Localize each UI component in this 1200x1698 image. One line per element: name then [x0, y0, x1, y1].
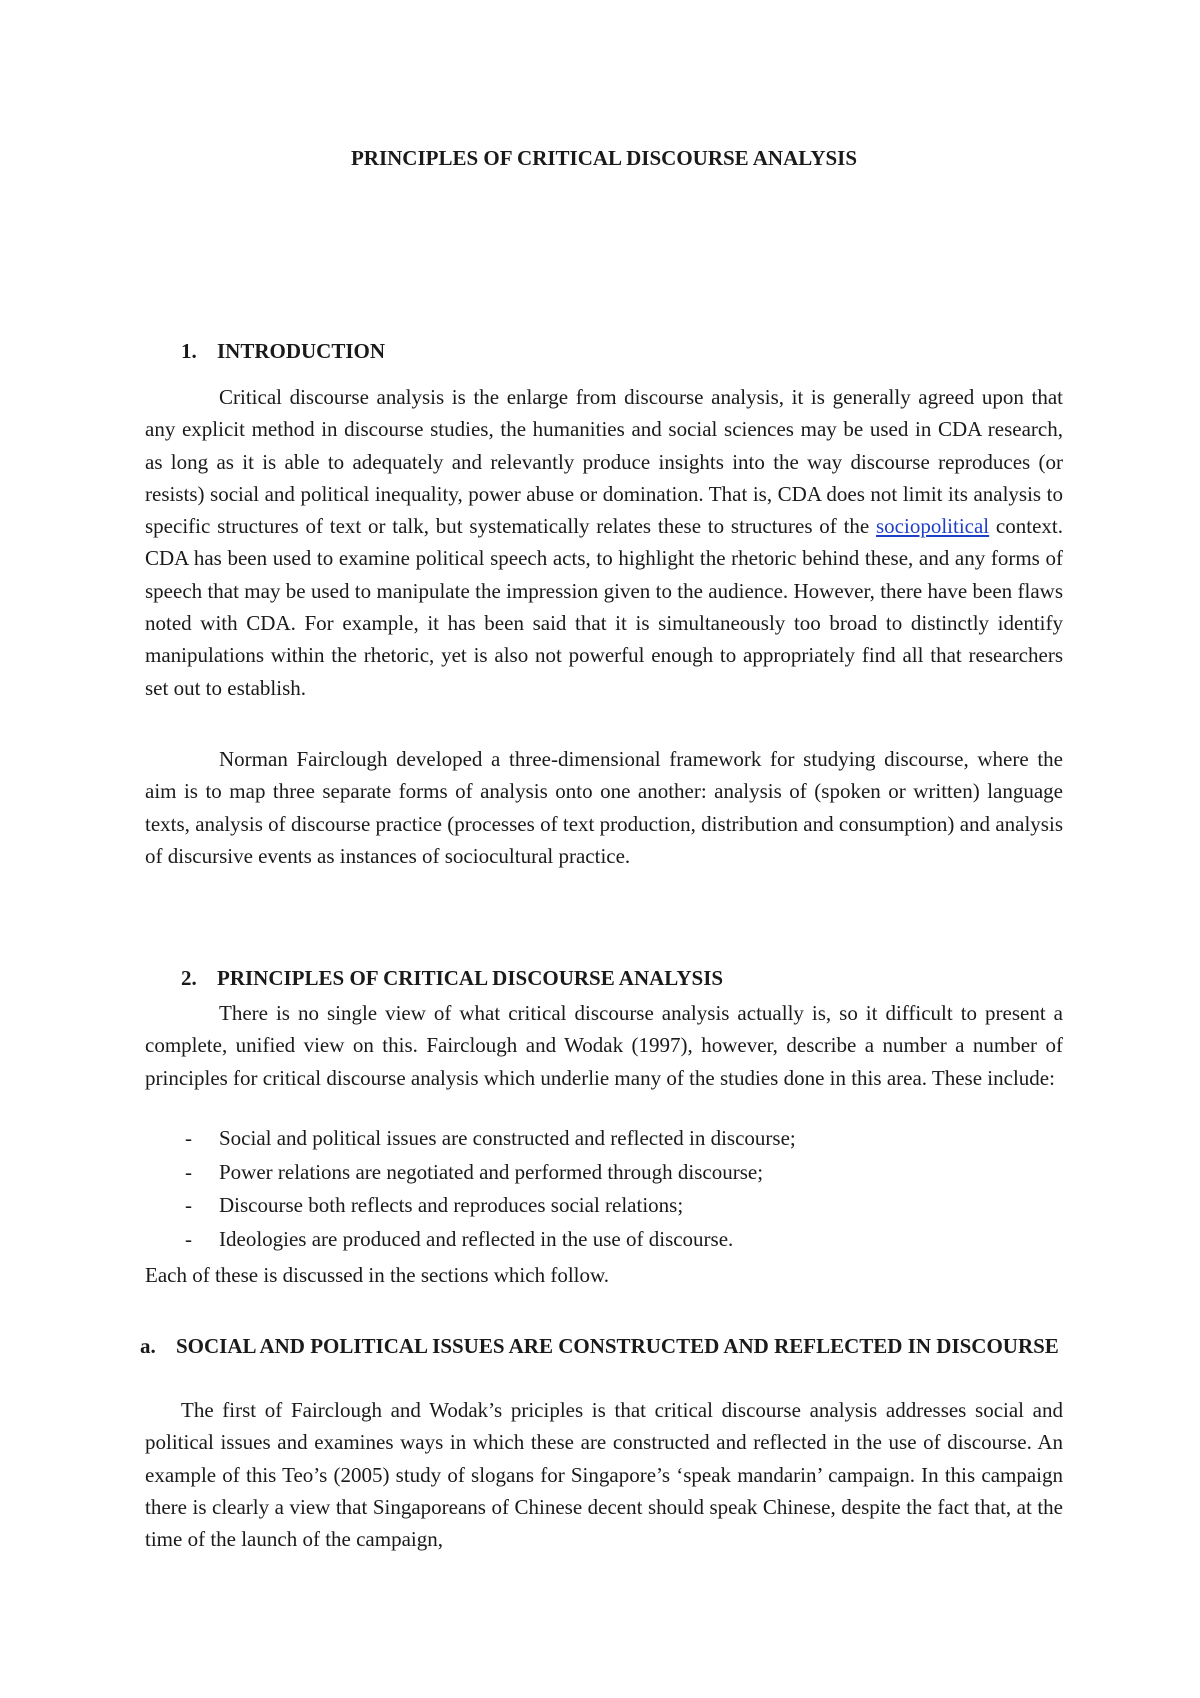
document-title: PRINCIPLES OF CRITICAL DISCOURSE ANALYSIS: [350, 146, 858, 170]
list-item-text: Ideologies are produced and reflected in the use of discourse.: [219, 1226, 734, 1251]
subsection-heading-a: [140, 1330, 1063, 1362]
principles-closing: Each of these is discussed in the sections which follow.: [145, 1263, 610, 1287]
list-item: [145, 1223, 1063, 1257]
section-number: 2.: [181, 966, 197, 990]
list-item: [145, 1156, 1063, 1190]
bullet-dash: -: [185, 1193, 192, 1217]
bullet-dash: -: [185, 1159, 192, 1184]
section-heading-introduction: [181, 339, 385, 364]
list-item-text: Discourse both reflects and reproduces social relations;: [219, 1193, 684, 1217]
section-a-paragraph: The first of Fairclough and Wodak’s priciples is that critical discourse analysis addresses social and political issues and examines ways in which these are constructed and reflected in the use of discourse. An example of this Teo’s (2005) study of slogans for Singapore’s ‘speak mandarin’ campaign. In this campaign there is clearly a view that Singaporeans of Chinese decent should speak Chinese, despite the fact that, at the time of the launch of the campaign,: [145, 1398, 1063, 1552]
intro-text-part-2: context. CDA has been used to examine political speech acts, to highlight the rhetoric behind these, and any forms of speech that may be used to manipulate the impression given to the audience. However, there have been flaws noted with CDA. For example, it has been said that it is simultaneously too broad to distinctly identify manipulations within the rhetoric, yet is also not powerful enough to appropriately find all that researchers set out to establish.: [145, 514, 1063, 700]
list-item: [145, 1122, 1063, 1156]
principles-paragraph: There is no single view of what critical discourse analysis actually is, so it difficult to present a complete, unified view on this. Fairclough and Wodak (1997), however, describe a number a number of principles for critical discourse analysis which underlie many of the studies done in this area. These include:: [145, 1001, 1063, 1090]
subsection-title: SOCIAL AND POLITICAL ISSUES ARE CONSTRUCTED AND REFLECTED IN DISCOURSE: [176, 1334, 1059, 1358]
sociopolitical-link[interactable]: sociopolitical: [876, 514, 990, 539]
principles-list: [145, 1122, 1063, 1256]
intro-paragraph-2: Norman Fairclough developed a three-dimensional framework for studying discourse, where the aim is to map three separate forms of analysis onto one another: analysis of (spoken or written) language texts, analysis of discourse practice (processes of text production, distribution and consumption) and analysis of discursive events as instances of sociocultural practice.: [145, 747, 1063, 868]
intro-paragraph-1: [145, 381, 1063, 704]
list-item-text: Power relations are negotiated and performed through discourse;: [219, 1159, 764, 1184]
section-heading-principles: [181, 966, 723, 991]
section-title: INTRODUCTION: [217, 339, 386, 363]
subsection-letter: a.: [140, 1334, 156, 1358]
section-number: 1.: [181, 339, 197, 363]
list-item: [145, 1189, 1063, 1223]
bullet-dash: -: [185, 1226, 192, 1251]
section-title: PRINCIPLES OF CRITICAL DISCOURSE ANALYSIS: [217, 966, 724, 990]
intro-text-part-1: Critical discourse analysis is the enlarge from discourse analysis, it is generally agreed upon that any explicit method in discourse studies, the humanities and social sciences may be used in CDA research, as long as it is able to adequately and relevantly produce insights into the way discourse reproduces (or resists) social and political inequality, power abuse or domination. That is, CDA does not limit its analysis to specific structures of text or talk, but systematically relates these to structures of the: [145, 385, 1063, 539]
bullet-dash: -: [185, 1126, 192, 1150]
list-item-text: Social and political issues are constructed and reflected in discourse;: [219, 1126, 796, 1150]
